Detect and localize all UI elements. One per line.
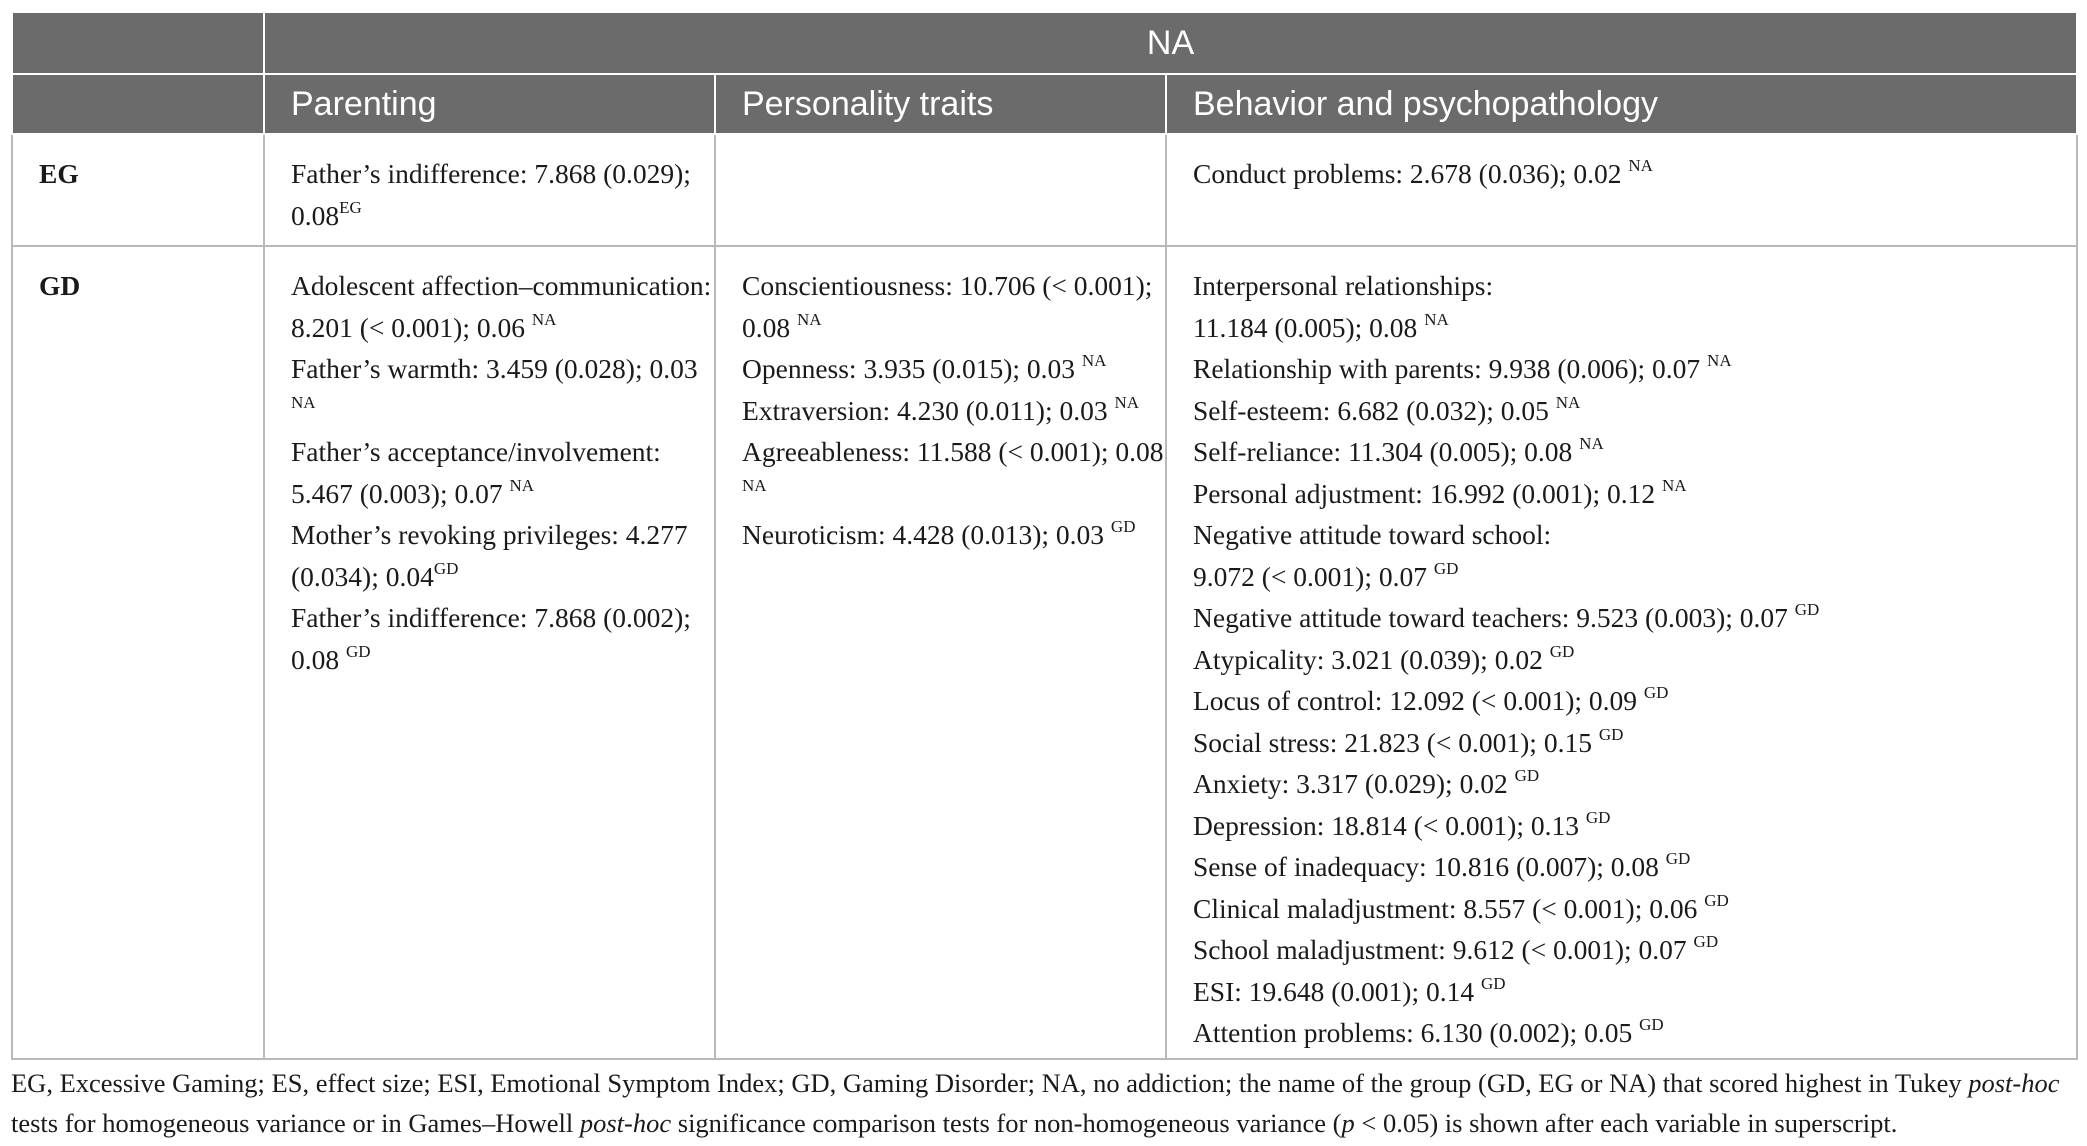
footnote-italic-3: p <box>1341 1108 1355 1138</box>
table-footnote <box>11 1063 2081 1143</box>
item-text: Neuroticism: 4.428 (0.013); 0.03 <box>742 519 1111 550</box>
group-superscript: GD <box>1585 807 1611 827</box>
list-item <box>1193 431 2076 473</box>
list-item <box>742 348 1165 390</box>
group-superscript: NA <box>1424 309 1449 329</box>
group-superscript: NA <box>1555 392 1581 412</box>
group-superscript: NA <box>1114 392 1140 412</box>
list-item <box>1193 805 2076 847</box>
list-item <box>1193 1012 2076 1054</box>
item-text: Father’s indifference: 7.868 (0.029); 0.08 <box>291 158 691 231</box>
header-personality-traits: Personality traits <box>715 74 1166 134</box>
group-superscript: GD <box>1704 890 1729 910</box>
footnote-italic-2: post-hoc <box>579 1108 672 1138</box>
results-table-container <box>11 11 2076 1060</box>
header-empty-corner <box>12 12 264 74</box>
list-item <box>1193 846 2076 888</box>
item-text: Self-esteem: 6.682 (0.032); 0.05 <box>1193 394 1556 426</box>
list-item <box>1193 348 2076 390</box>
cell-gd-parenting <box>264 246 715 1059</box>
footnote-text-4: < 0.05) is shown after each variable in superscript. <box>1354 1108 1898 1138</box>
group-superscript: GD <box>1110 517 1136 536</box>
cell-eg-personality <box>715 134 1166 246</box>
item-text: Social stress: 21.823 (< 0.001); 0.15 <box>1193 726 1599 758</box>
group-superscript: GD <box>1480 973 1506 993</box>
list-item <box>742 265 1165 348</box>
item-text: Anxiety: 3.317 (0.029); 0.02 <box>1193 768 1515 799</box>
group-superscript: GD <box>433 558 459 578</box>
item-text: ESI: 19.648 (0.001); 0.14 <box>1193 975 1481 1007</box>
footnote-text-1: EG, Excessive Gaming; ES, effect size; ESI, Emotional Symptom Index; GD, Gaming Disorder; NA, no addiction; the name of the group (GD, EG or NA) that scored highest in Tukey <box>11 1068 1969 1098</box>
list-item <box>291 514 714 597</box>
item-text: Conscientiousness: 10.706 (< 0.001); 0.08 <box>742 270 1153 343</box>
group-superscript: GD <box>1433 558 1459 578</box>
cell-gd-personality <box>715 246 1166 1059</box>
footnote-text-2: tests for homogeneous variance or in Games–Howell <box>11 1108 580 1138</box>
cell-eg-parenting <box>264 134 715 246</box>
list-item <box>1193 597 2076 639</box>
footnote-italic-1: post-hoc <box>1968 1068 2060 1098</box>
item-text: Negative attitude toward school: <box>1193 519 1552 550</box>
group-superscript: GD <box>1665 849 1691 868</box>
item-text: Openness: 3.935 (0.015); 0.03 <box>742 353 1082 384</box>
item-text: Atypicality: 3.021 (0.039); 0.02 <box>1193 643 1550 675</box>
group-superscript: GD <box>346 641 371 661</box>
list-item <box>742 390 1165 432</box>
group-superscript: NA <box>797 309 822 329</box>
group-superscript: NA <box>1661 475 1687 495</box>
item-text: Conduct problems: 2.678 (0.036); 0.02 <box>1193 158 1629 189</box>
header-behavior-psychopathology: Behavior and psychopathology <box>1166 74 2077 134</box>
list-item <box>742 431 1165 514</box>
item-text: Interpersonal relationships: <box>1193 270 1494 301</box>
list-item <box>1193 971 2076 1013</box>
list-item <box>1193 514 2076 597</box>
item-text: Adolescent affection–communication: 8.201 (< 0.001); 0.06 <box>291 270 712 343</box>
results-table <box>11 11 2078 1060</box>
item-text: Father’s warmth: 3.459 (0.028); 0.03 <box>291 353 698 384</box>
group-superscript: GD <box>1794 600 1820 619</box>
list-item <box>291 431 714 514</box>
list-item <box>1193 473 2076 515</box>
group-superscript: NA <box>509 475 535 495</box>
item-text: Clinical maladjustment: 8.557 (< 0.001); 0.06 <box>1193 892 1705 924</box>
item-text: Agreeableness: 11.588 (< 0.001); 0.08 <box>742 436 1164 467</box>
header-empty-label <box>12 74 264 134</box>
list-item <box>1193 153 2076 195</box>
list-item <box>1193 639 2076 681</box>
group-superscript: NA <box>1628 156 1653 175</box>
list-item <box>1193 763 2076 805</box>
group-superscript: GD <box>1639 1015 1664 1034</box>
list-item <box>291 597 714 680</box>
row-label-eg: EG <box>12 134 264 246</box>
item-text: Father’s acceptance/involvement: 5.467 (0.003); 0.07 <box>291 436 661 509</box>
cell-eg-behavior <box>1166 134 2077 246</box>
row-label-gd: GD <box>12 246 264 1059</box>
list-item <box>291 265 714 348</box>
group-superscript: NA <box>1707 351 1732 370</box>
list-item <box>1193 680 2076 722</box>
group-superscript: GD <box>1643 683 1669 702</box>
list-item <box>1193 390 2076 432</box>
item-text: Mother’s revoking privileges: 4.277 (0.034); 0.04 <box>291 519 688 592</box>
item-text: Personal adjustment: 16.992 (0.001); 0.12 <box>1193 477 1662 509</box>
group-superscript: GD <box>1693 932 1719 951</box>
header-group-na: NA <box>264 12 2077 74</box>
list-item <box>291 348 714 431</box>
item-text-line2: 9.072 (< 0.001); 0.07 <box>1193 560 1434 592</box>
item-text: Self-reliance: 11.304 (0.005); 0.08 <box>1193 436 1580 467</box>
group-superscript: NA <box>291 392 316 412</box>
table-row-eg <box>12 134 2077 246</box>
list-item <box>1193 929 2076 971</box>
item-text-line2: 11.184 (0.005); 0.08 <box>1193 311 1425 343</box>
list-item <box>291 153 714 236</box>
group-superscript: EG <box>339 197 362 217</box>
item-text: Locus of control: 12.092 (< 0.001); 0.09 <box>1193 685 1644 716</box>
header-parenting: Parenting <box>264 74 715 134</box>
item-text: Negative attitude toward teachers: 9.523 (0.003); 0.07 <box>1193 602 1795 633</box>
group-superscript: NA <box>742 475 767 495</box>
item-text: Father’s indifference: 7.868 (0.002); 0.08 <box>291 602 691 675</box>
group-superscript: GD <box>1549 641 1575 661</box>
list-item <box>1193 722 2076 764</box>
group-superscript: GD <box>1598 724 1624 744</box>
item-text: Relationship with parents: 9.938 (0.006); 0.07 <box>1193 353 1708 384</box>
group-superscript: GD <box>1514 766 1540 785</box>
table-row-gd <box>12 246 2077 1059</box>
group-superscript: NA <box>1081 351 1107 370</box>
group-superscript: NA <box>531 309 557 329</box>
item-text: Extraversion: 4.230 (0.011); 0.03 <box>742 394 1115 426</box>
list-item <box>1193 888 2076 930</box>
item-text: Sense of inadequacy: 10.816 (0.007); 0.08 <box>1193 851 1666 882</box>
list-item <box>742 514 1165 556</box>
item-text: Depression: 18.814 (< 0.001); 0.13 <box>1193 809 1586 841</box>
group-superscript: NA <box>1579 434 1604 453</box>
cell-gd-behavior <box>1166 246 2077 1059</box>
item-text: Attention problems: 6.130 (0.002); 0.05 <box>1193 1017 1640 1048</box>
list-item <box>1193 265 2076 348</box>
item-text: School maladjustment: 9.612 (< 0.001); 0.07 <box>1193 934 1694 965</box>
footnote-text-3: significance comparison tests for non-homogeneous variance ( <box>671 1108 1342 1138</box>
